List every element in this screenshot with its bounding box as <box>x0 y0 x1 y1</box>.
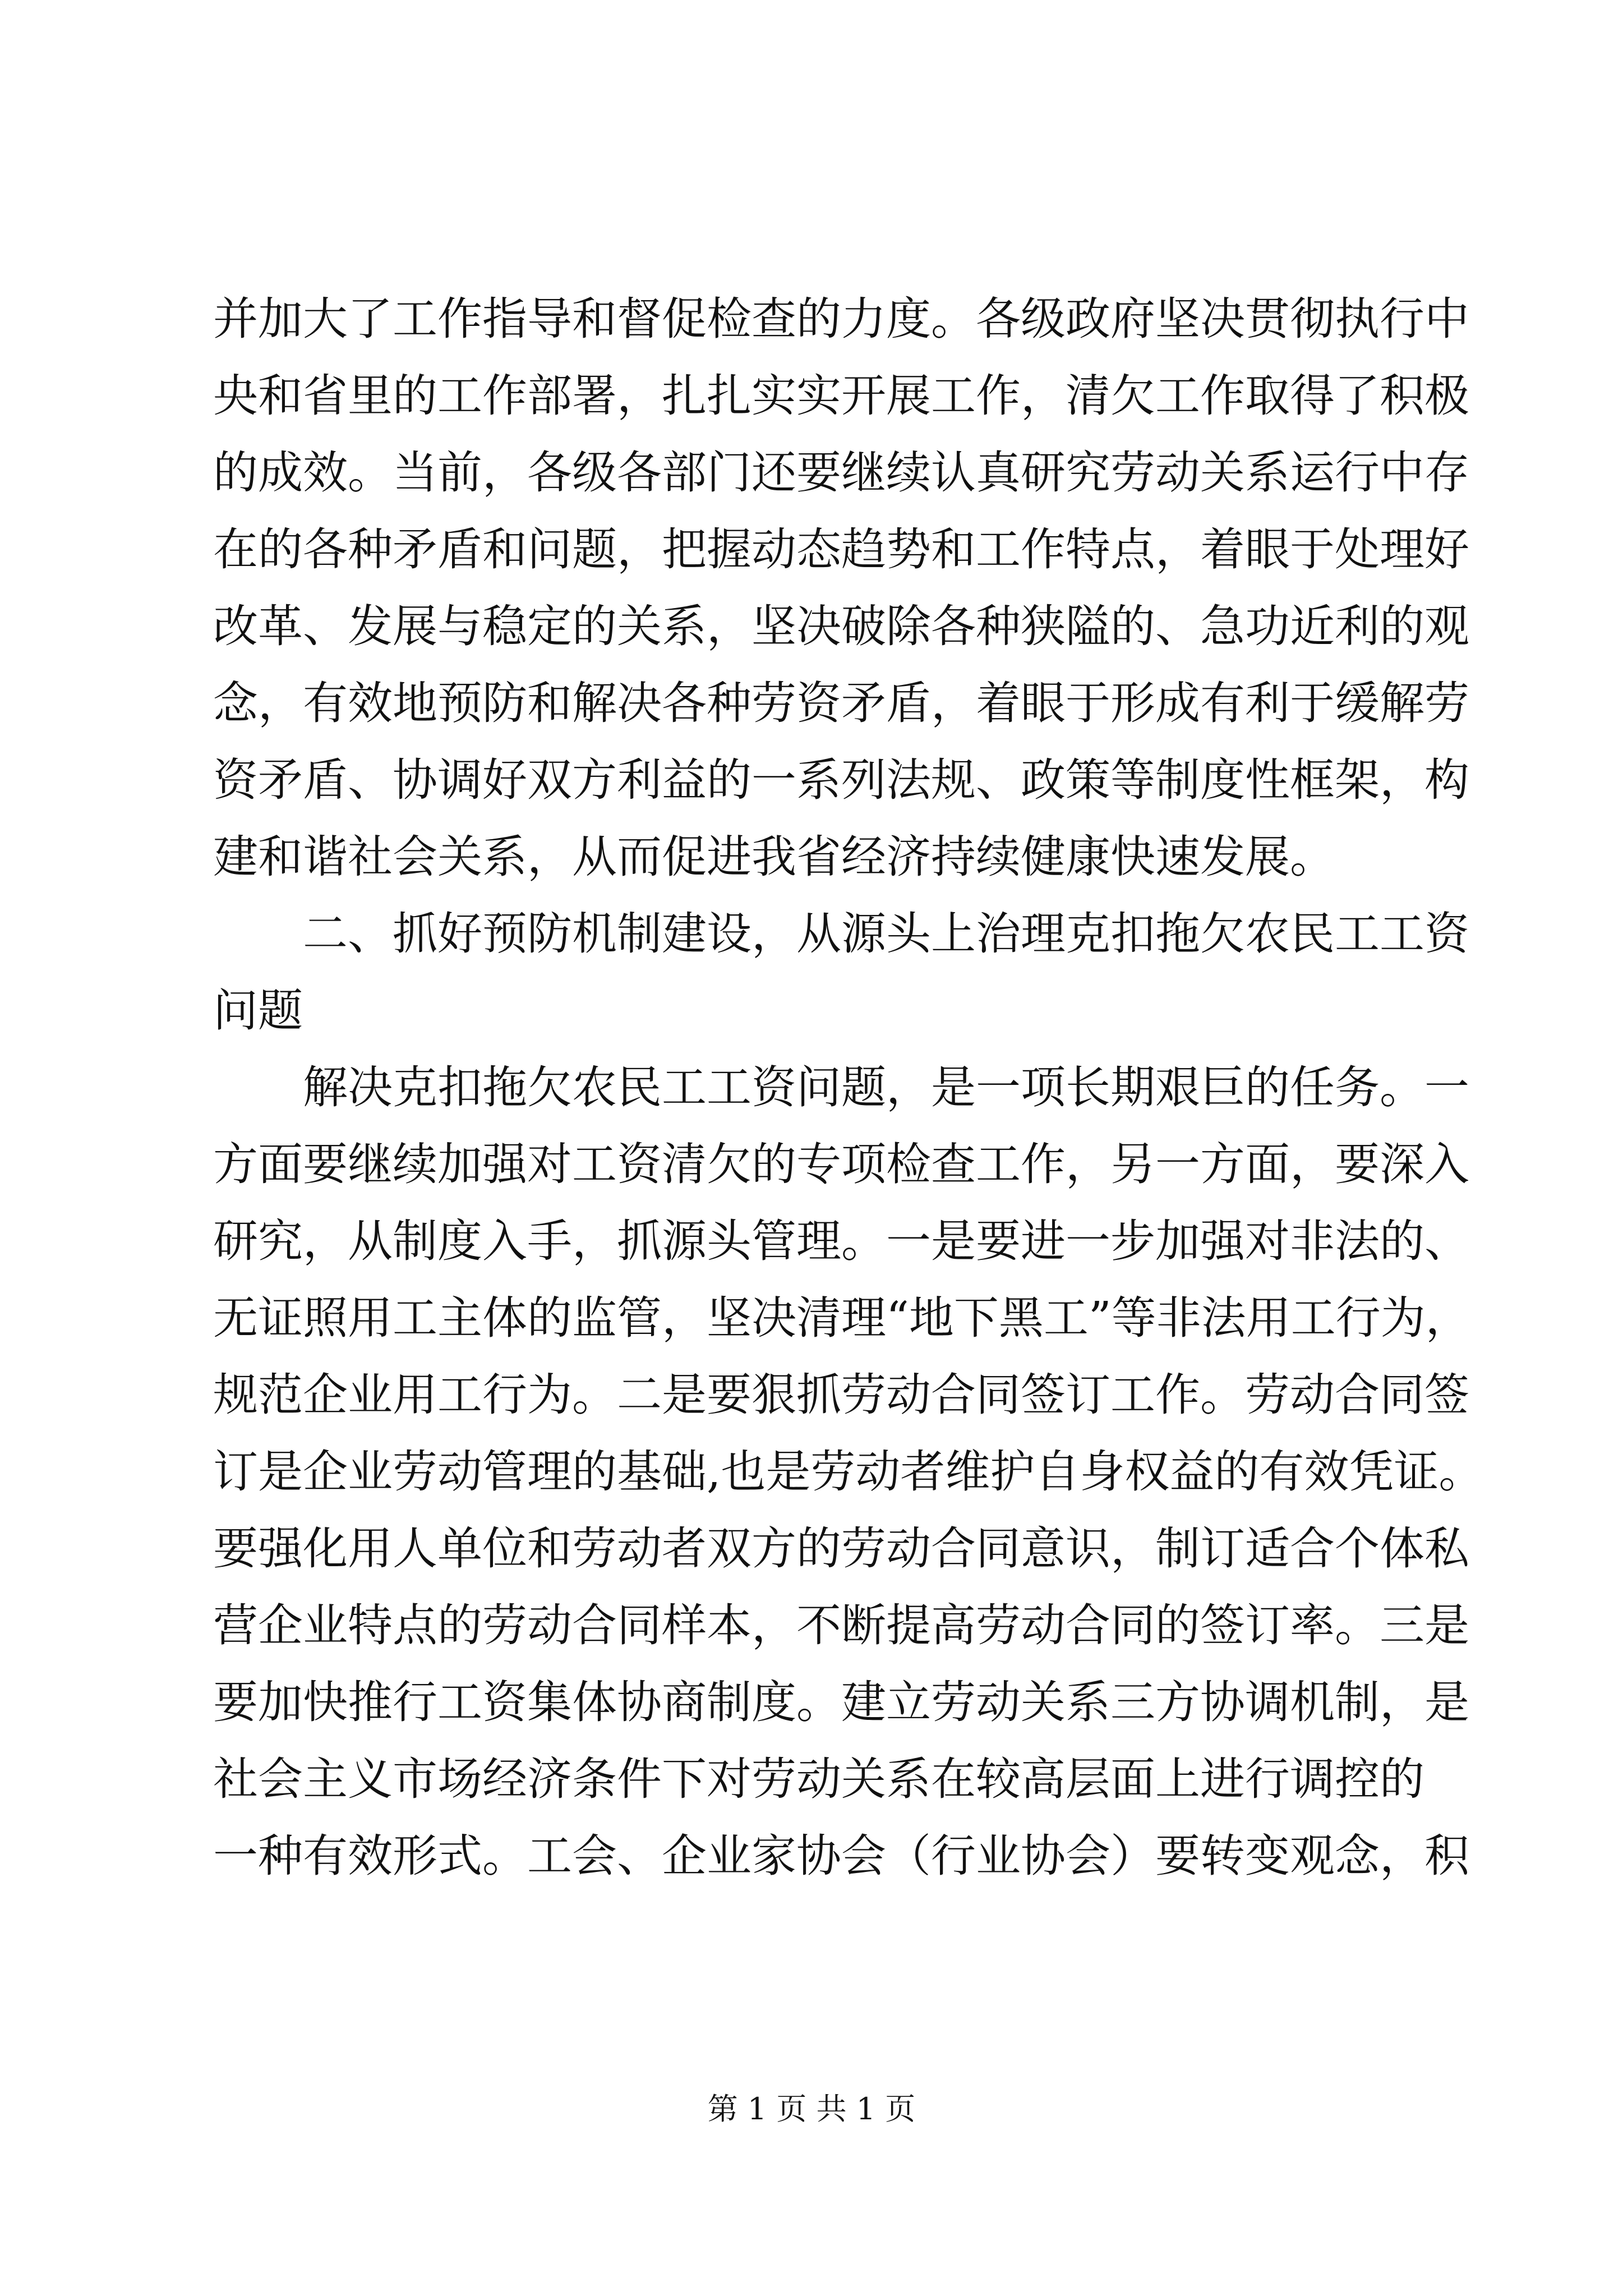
text-line: 建和谐社会关系，从而促进我省经济持续健康快速发展。 <box>213 831 1335 883</box>
text-line: 社会主义市场经济条件下对劳动关系在较高层面上进行调控的 <box>213 1753 1424 1805</box>
text-line: 规范企业用工行为。二是要狠抓劳动合同签订工作。劳动合同签 <box>213 1369 1469 1421</box>
text-line: 解决克扣拖欠农民工工资问题，是一项长期艰巨的任务。一 <box>303 1061 1469 1114</box>
text-line: 改革、发展与稳定的关系，坚决破除各种狭隘的、急功近利的观 <box>213 600 1469 652</box>
text-line: 研究，从制度入手，抓源头管理。一是要进一步加强对非法的、 <box>213 1215 1469 1267</box>
text-line: 要强化用人单位和劳动者双方的劳动合同意识，制订适合个体私 <box>213 1522 1469 1575</box>
text-line: 订是企业劳动管理的基础,也是劳动者维护自身权益的有效凭证。 <box>213 1446 1484 1498</box>
text-line: 的成效。当前，各级各部门还要继续认真研究劳动关系运行中存 <box>213 447 1469 499</box>
text-line: 方面要继续加强对工资清欠的专项检查工作，另一方面，要深入 <box>213 1138 1469 1190</box>
text-line: 央和省里的工作部署，扎扎实实开展工作，清欠工作取得了积极 <box>213 370 1469 422</box>
text-line: 要加快推行工资集体协商制度。建立劳动关系三方协调机制，是 <box>213 1676 1469 1728</box>
section-heading-line: 二、抓好预防机制建设，从源头上治理克扣拖欠农民工工资 <box>303 908 1469 960</box>
section-heading-line: 问题 <box>213 984 303 1037</box>
text-line: 并加大了工作指导和督促检查的力度。各级政府坚决贯彻执行中 <box>213 293 1469 345</box>
text-line: 在的各种矛盾和问题，把握动态趋势和工作特点，着眼于处理好 <box>213 523 1469 576</box>
page-footer: 第 1 页 共 1 页 <box>707 2091 916 2127</box>
text-line: 资矛盾、协调好双方利益的一系列法规、政策等制度性框架，构 <box>213 754 1469 806</box>
text-line: 一种有效形式。工会、企业家协会（行业协会）要转变观念，积 <box>213 1830 1469 1882</box>
text-line: 念，有效地预防和解决各种劳资矛盾，着眼于形成有利于缓解劳 <box>213 677 1469 729</box>
text-line: 无证照用工主体的监管，坚决清理“地下黑工”等非法用工行为， <box>213 1292 1470 1344</box>
text-line: 营企业特点的劳动合同样本，不断提高劳动合同的签订率。三是 <box>213 1599 1469 1651</box>
